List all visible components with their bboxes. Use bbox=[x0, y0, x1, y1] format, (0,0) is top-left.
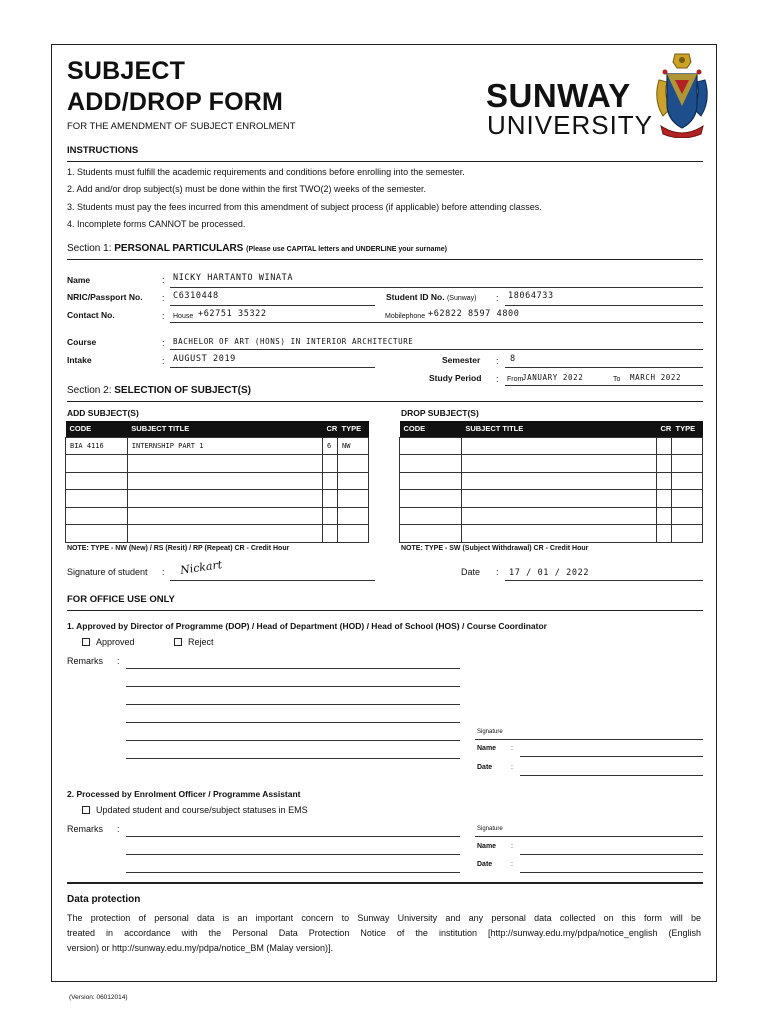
officer-name-label: Name bbox=[477, 843, 497, 850]
to-label: To bbox=[613, 376, 621, 383]
name-field[interactable]: NICKY HARTANTO WINATA bbox=[173, 273, 294, 283]
instruction-item: 4. Incomplete forms CANNOT be processed. bbox=[67, 219, 246, 229]
add-table-note: NOTE: TYPE - NW (New) / RS (Resit) / RP (Repeat) CR - Credit Hour bbox=[67, 545, 290, 552]
column-header-cr: CR bbox=[323, 421, 338, 437]
drop-subjects-table bbox=[399, 421, 703, 543]
officer-signature-label: Signature bbox=[477, 826, 503, 832]
date-label: Date bbox=[461, 567, 481, 577]
name-label: Name bbox=[67, 275, 91, 285]
house-phone-field[interactable]: +62751 35322 bbox=[198, 309, 267, 319]
student-signature-label: Signature of student bbox=[67, 567, 148, 577]
from-label: From bbox=[507, 376, 524, 383]
version-label: (Version: 06012014) bbox=[69, 994, 128, 1001]
course-label: Course bbox=[67, 337, 97, 347]
data-protection-line: The protection of personal data is an important concern to Sunway University and any personal data collected on this form will be bbox=[67, 913, 701, 923]
student-id-label: Student ID No. (Sunway) bbox=[386, 292, 477, 302]
intake-label: Intake bbox=[67, 355, 92, 365]
semester-label: Semester bbox=[442, 355, 481, 365]
approver-signature-label: Signature bbox=[477, 729, 503, 735]
add-subjects-heading: ADD SUBJECT(S) bbox=[67, 408, 139, 418]
remarks-label: Remarks bbox=[67, 824, 104, 834]
table-row bbox=[66, 490, 369, 508]
mobile-label: Mobilephone bbox=[385, 313, 426, 320]
study-period-label: Study Period bbox=[429, 373, 482, 383]
nric-field[interactable]: C6310448 bbox=[173, 291, 219, 301]
column-header-code: CODE bbox=[400, 421, 462, 437]
data-protection-line: version) or http://sunway.edu.my/pdpa/notice_BM (Malay version)]. bbox=[67, 943, 333, 953]
processing-step-label: 2. Processed by Enrolment Officer / Programme Assistant bbox=[67, 789, 301, 799]
column-header-cr: CR bbox=[657, 421, 672, 437]
contact-label: Contact No. bbox=[67, 310, 115, 320]
student-id-field[interactable]: 18064733 bbox=[508, 291, 554, 301]
student-signature-field[interactable]: Nickart bbox=[179, 558, 223, 577]
column-header-type: TYPE bbox=[672, 421, 703, 437]
instruction-item: 3. Students must pay the fees incurred from this amendment of subject process (if applicable) before attending classes. bbox=[67, 202, 542, 212]
form-subtitle: FOR THE AMENDMENT OF SUBJECT ENROLMENT bbox=[67, 121, 296, 132]
approver-name-label: Name bbox=[477, 745, 497, 752]
mobile-phone-field[interactable]: +62822 8597 4800 bbox=[428, 309, 520, 319]
student-date-field[interactable]: 17 / 01 / 2022 bbox=[509, 568, 590, 578]
nric-label: NRIC/Passport No. bbox=[67, 292, 143, 302]
table-row bbox=[400, 437, 703, 455]
column-header-subject-title: SUBJECT TITLE bbox=[461, 421, 656, 437]
section2-heading: Section 2: SELECTION OF SUBJECT(S) bbox=[67, 385, 251, 396]
intake-field[interactable]: AUGUST 2019 bbox=[173, 354, 236, 364]
instruction-item: 1. Students must fulfill the academic requirements and conditions before enrolling into the semester. bbox=[67, 167, 465, 177]
table-row bbox=[400, 472, 703, 490]
reject-checkbox[interactable]: Reject bbox=[174, 637, 214, 647]
table-row: BIA 4116 INTERNSHIP PART 1 6 NW bbox=[66, 437, 369, 455]
approval-step-label: 1. Approved by Director of Programme (DOP) / Head of Department (HOD) / Head of School (HOS) / Course Coordinator bbox=[67, 621, 547, 631]
add-subjects-table bbox=[65, 421, 369, 543]
data-protection-heading: Data protection bbox=[67, 894, 141, 905]
study-from-field[interactable]: JANUARY 2022 bbox=[522, 373, 584, 382]
section1-heading: Section 1: PERSONAL PARTICULARS (Please use CAPITAL letters and UNDERLINE your surname) bbox=[67, 243, 447, 254]
table-row bbox=[400, 507, 703, 525]
form-title-line1: SUBJECT bbox=[67, 57, 186, 85]
ems-updated-checkbox[interactable]: Updated student and course/subject statuses in EMS bbox=[82, 805, 308, 815]
table-row bbox=[400, 525, 703, 543]
logo-wordmark-university: UNIVERSITY bbox=[487, 110, 654, 140]
drop-subjects-heading: DROP SUBJECT(S) bbox=[401, 408, 479, 418]
approved-checkbox[interactable]: Approved bbox=[82, 637, 135, 647]
drop-table-note: NOTE: TYPE - SW (Subject Withdrawal) CR - Credit Hour bbox=[401, 545, 589, 552]
study-to-field[interactable]: MARCH 2022 bbox=[630, 373, 682, 382]
semester-field[interactable]: 8 bbox=[510, 354, 516, 364]
remarks-label: Remarks bbox=[67, 656, 104, 666]
university-crest-icon bbox=[653, 50, 711, 138]
instructions-heading: INSTRUCTIONS bbox=[67, 145, 139, 156]
table-row bbox=[66, 455, 369, 473]
form-title-line2: ADD/DROP FORM bbox=[67, 88, 284, 116]
house-label: House bbox=[173, 313, 194, 320]
column-header-type: TYPE bbox=[338, 421, 369, 437]
instruction-item: 2. Add and/or drop subject(s) must be done within the first TWO(2) weeks of the semester. bbox=[67, 184, 426, 194]
table-row bbox=[400, 455, 703, 473]
column-header-subject-title: SUBJECT TITLE bbox=[127, 421, 322, 437]
approver-date-label: Date bbox=[477, 764, 493, 771]
table-row bbox=[66, 507, 369, 525]
course-field[interactable]: BACHELOR OF ART (HONS) IN INTERIOR ARCHITECTURE bbox=[173, 337, 414, 346]
data-protection-line: treated in accordance with the Personal Data Protection Notice of the institution [http://sunway.edu.my/pdpa/notice_english (English bbox=[67, 928, 701, 938]
office-use-heading: FOR OFFICE USE ONLY bbox=[67, 594, 175, 605]
table-row bbox=[400, 490, 703, 508]
table-row bbox=[66, 525, 369, 543]
column-header-code: CODE bbox=[66, 421, 128, 437]
table-row bbox=[66, 472, 369, 490]
officer-date-label: Date bbox=[477, 861, 493, 868]
logo-wordmark-sunway: SUNWAY bbox=[486, 77, 631, 114]
